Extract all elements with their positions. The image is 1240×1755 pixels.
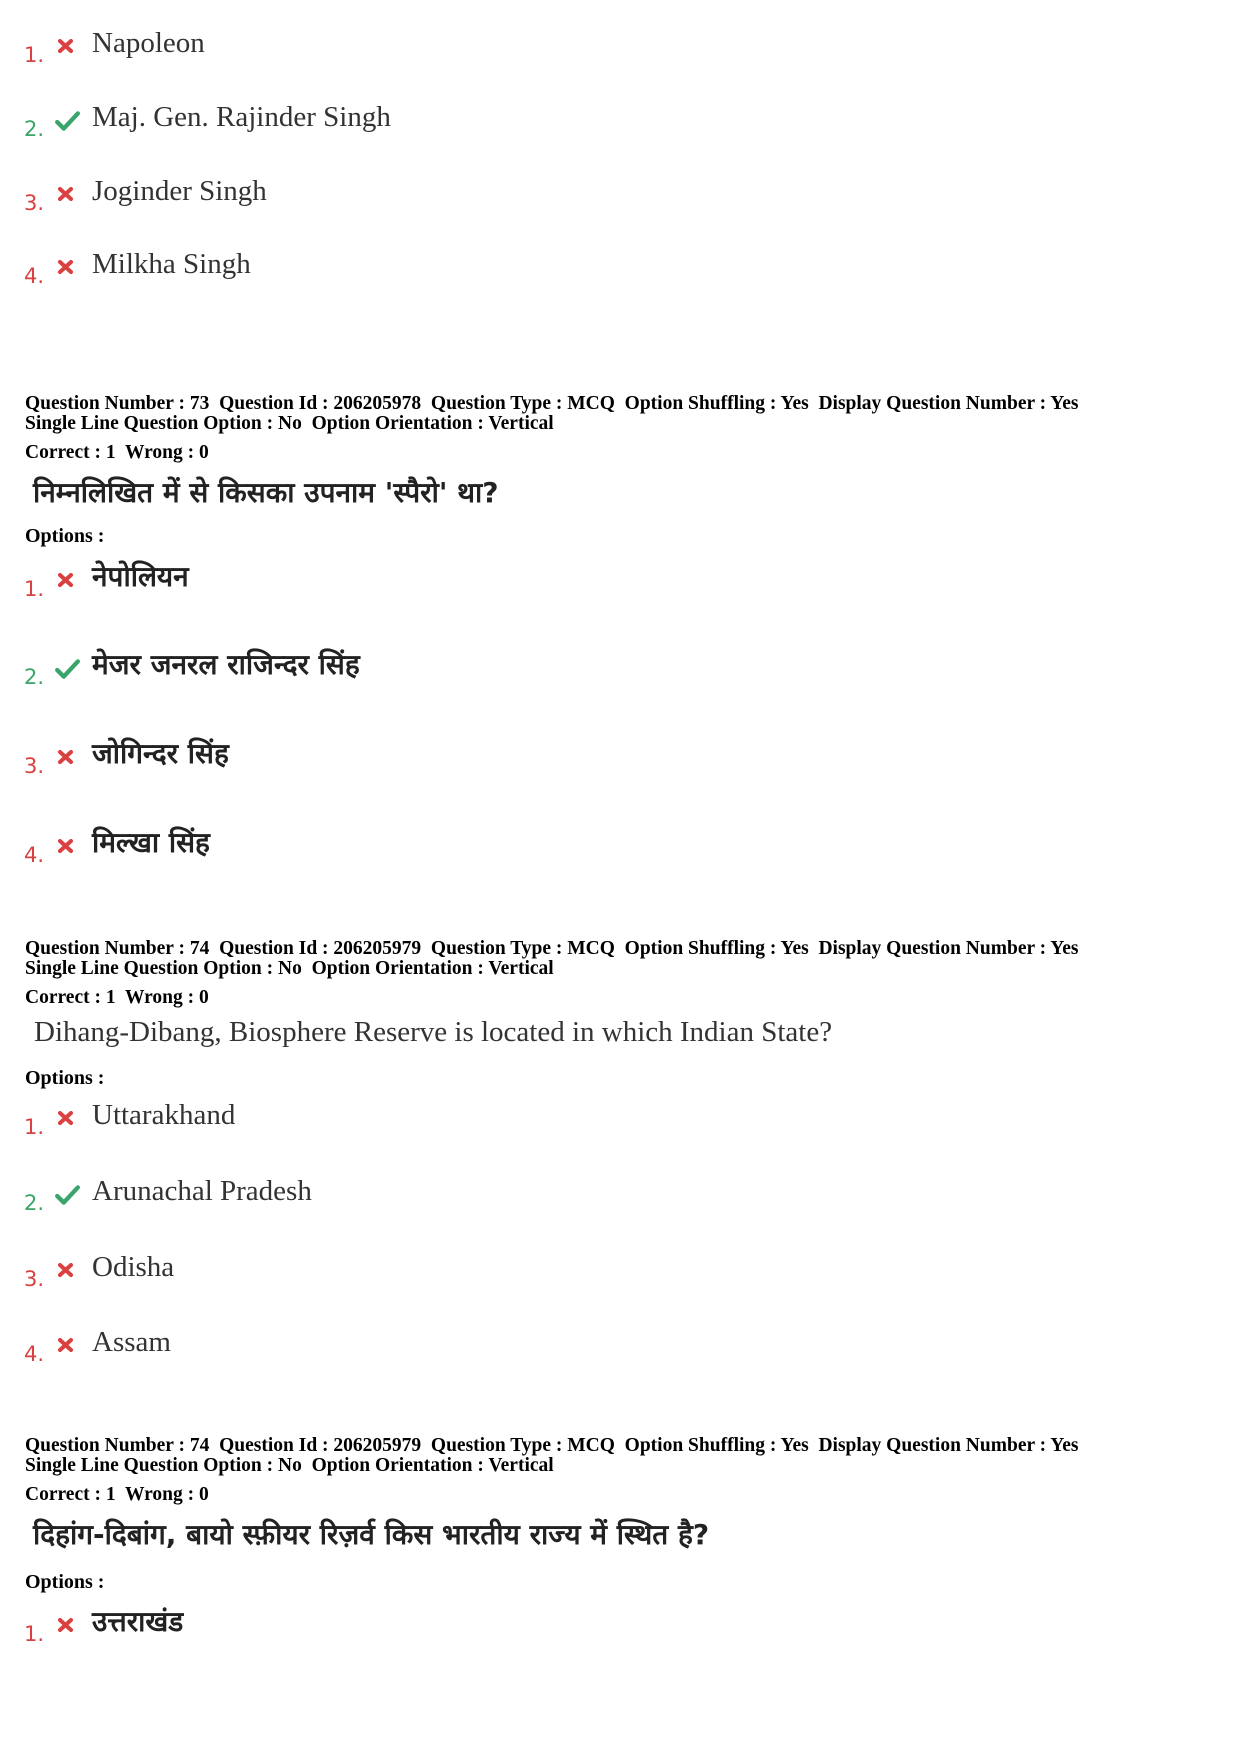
cross-icon — [54, 34, 78, 58]
question-meta-line: Question Number : 73 Question Id : 206205978 Question Type : MCQ Option Shuffling : Yes Display Question Number : Yes — [25, 393, 1079, 414]
option-text: मेजर जनरल राजिन्दर सिंह — [92, 648, 360, 681]
option-item — [24, 560, 924, 600]
option-number: 4. — [24, 843, 45, 867]
option-text: Odisha — [92, 1251, 175, 1283]
option-number: 1. — [24, 1622, 45, 1646]
option-number: 3. — [24, 1267, 45, 1291]
question-meta-line: Question Number : 74 Question Id : 206205979 Question Type : MCQ Option Shuffling : Yes Display Question Number : Yes — [25, 1435, 1079, 1456]
option-number: 4. — [24, 264, 45, 288]
cross-icon — [54, 1333, 78, 1357]
option-text: Milkha Singh — [92, 248, 251, 280]
question-meta-line: Single Line Question Option : No Option Orientation : Vertical — [25, 1455, 554, 1476]
check-icon — [54, 656, 80, 682]
cross-icon — [54, 834, 78, 858]
check-icon — [54, 108, 80, 134]
score-line: Correct : 1 Wrong : 0 — [25, 987, 209, 1008]
option-text: Joginder Singh — [92, 175, 267, 207]
option-number: 2. — [24, 117, 45, 141]
options-label: Options : — [25, 1067, 105, 1089]
option-number: 2. — [24, 1191, 45, 1215]
cross-icon — [54, 1106, 78, 1130]
option-text: Maj. Gen. Rajinder Singh — [92, 101, 391, 133]
option-item — [24, 174, 924, 214]
option-item — [24, 648, 924, 688]
option-number: 1. — [24, 43, 45, 67]
option-text: Napoleon — [92, 27, 205, 59]
option-item — [24, 1250, 924, 1290]
cross-icon — [54, 745, 78, 769]
option-number: 1. — [24, 1115, 45, 1139]
cross-icon — [54, 255, 78, 279]
option-item — [24, 826, 924, 866]
score-line: Correct : 1 Wrong : 0 — [25, 1484, 209, 1505]
options-label: Options : — [25, 1571, 105, 1593]
options-label: Options : — [25, 525, 105, 547]
option-text: उत्तराखंड — [92, 1605, 184, 1638]
option-item — [24, 247, 924, 287]
question-meta-line: Single Line Question Option : No Option Orientation : Vertical — [25, 958, 554, 979]
option-text: मिल्खा सिंह — [92, 826, 210, 859]
check-icon — [54, 1182, 80, 1208]
option-number: 4. — [24, 1342, 45, 1366]
question-text: निम्नलिखित में से किसका उपनाम 'स्पैरो' था? — [33, 476, 499, 509]
cross-icon — [54, 1258, 78, 1282]
option-text: जोगिन्दर सिंह — [92, 737, 229, 770]
option-item — [24, 1098, 924, 1138]
option-item — [24, 1174, 924, 1214]
option-number: 1. — [24, 577, 45, 601]
question-text: दिहांग-दिबांग, बायो स्फ़ीयर रिज़र्व किस भारतीय राज्य में स्थित है? — [33, 1518, 710, 1551]
option-number: 2. — [24, 665, 45, 689]
option-text: Uttarakhand — [92, 1099, 236, 1131]
option-text: Arunachal Pradesh — [92, 1175, 312, 1207]
question-meta-line: Single Line Question Option : No Option Orientation : Vertical — [25, 413, 554, 434]
score-line: Correct : 1 Wrong : 0 — [25, 442, 209, 463]
option-number: 3. — [24, 754, 45, 778]
question-meta-line: Question Number : 74 Question Id : 206205979 Question Type : MCQ Option Shuffling : Yes Display Question Number : Yes — [25, 938, 1079, 959]
option-text: Assam — [92, 1326, 171, 1358]
option-item — [24, 26, 924, 66]
option-item — [24, 737, 924, 777]
cross-icon — [54, 182, 78, 206]
option-item — [24, 100, 924, 140]
option-text: नेपोलियन — [92, 560, 189, 593]
option-number: 3. — [24, 191, 45, 215]
cross-icon — [54, 568, 78, 592]
cross-icon — [54, 1613, 78, 1637]
option-item — [24, 1605, 924, 1645]
question-text: Dihang-Dibang, Biosphere Reserve is located in which Indian State? — [34, 1016, 833, 1048]
option-item — [24, 1325, 924, 1365]
